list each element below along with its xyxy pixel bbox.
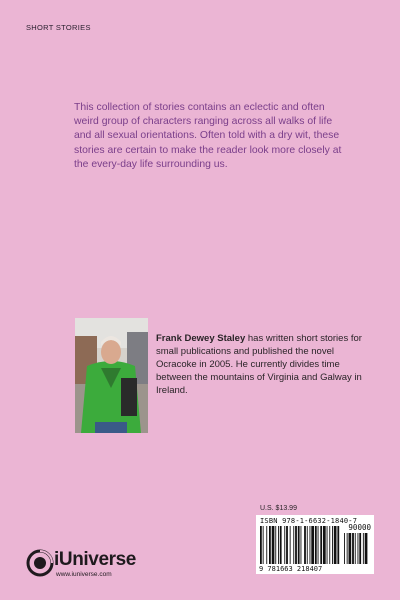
category-label: SHORT STORIES: [26, 23, 91, 32]
author-photo: [75, 318, 148, 433]
author-name: Frank Dewey Staley: [156, 333, 246, 344]
barcode: [256, 515, 374, 574]
publisher-name: iUniverse: [54, 549, 136, 570]
price-code: 90000: [348, 523, 371, 532]
author-bio: [156, 332, 371, 397]
blurb-text: This collection of stories contains an eclectic and often weird group of characters ranging across all walks of life and all sexual orientations. Often told with a dry wit, these stories are certain to make the reader look more closely at the every-day life surrounding us.: [74, 102, 342, 170]
isbn-label: ISBN 978-1-6632-1840-7: [260, 517, 358, 525]
isbn-digits: 9 781663 218407: [259, 565, 323, 573]
price-label: U.S. $13.99: [260, 505, 297, 512]
author-bio-text: has written short stories for small publications and published the novel Ocracoke in 2005. He currently divides time between the mountains of Virginia and Galway in Ireland.: [156, 333, 362, 397]
publisher-url: www.iuniverse.com: [56, 571, 112, 578]
publisher-logo: [26, 549, 166, 579]
iuniverse-swirl-icon: [26, 549, 54, 577]
